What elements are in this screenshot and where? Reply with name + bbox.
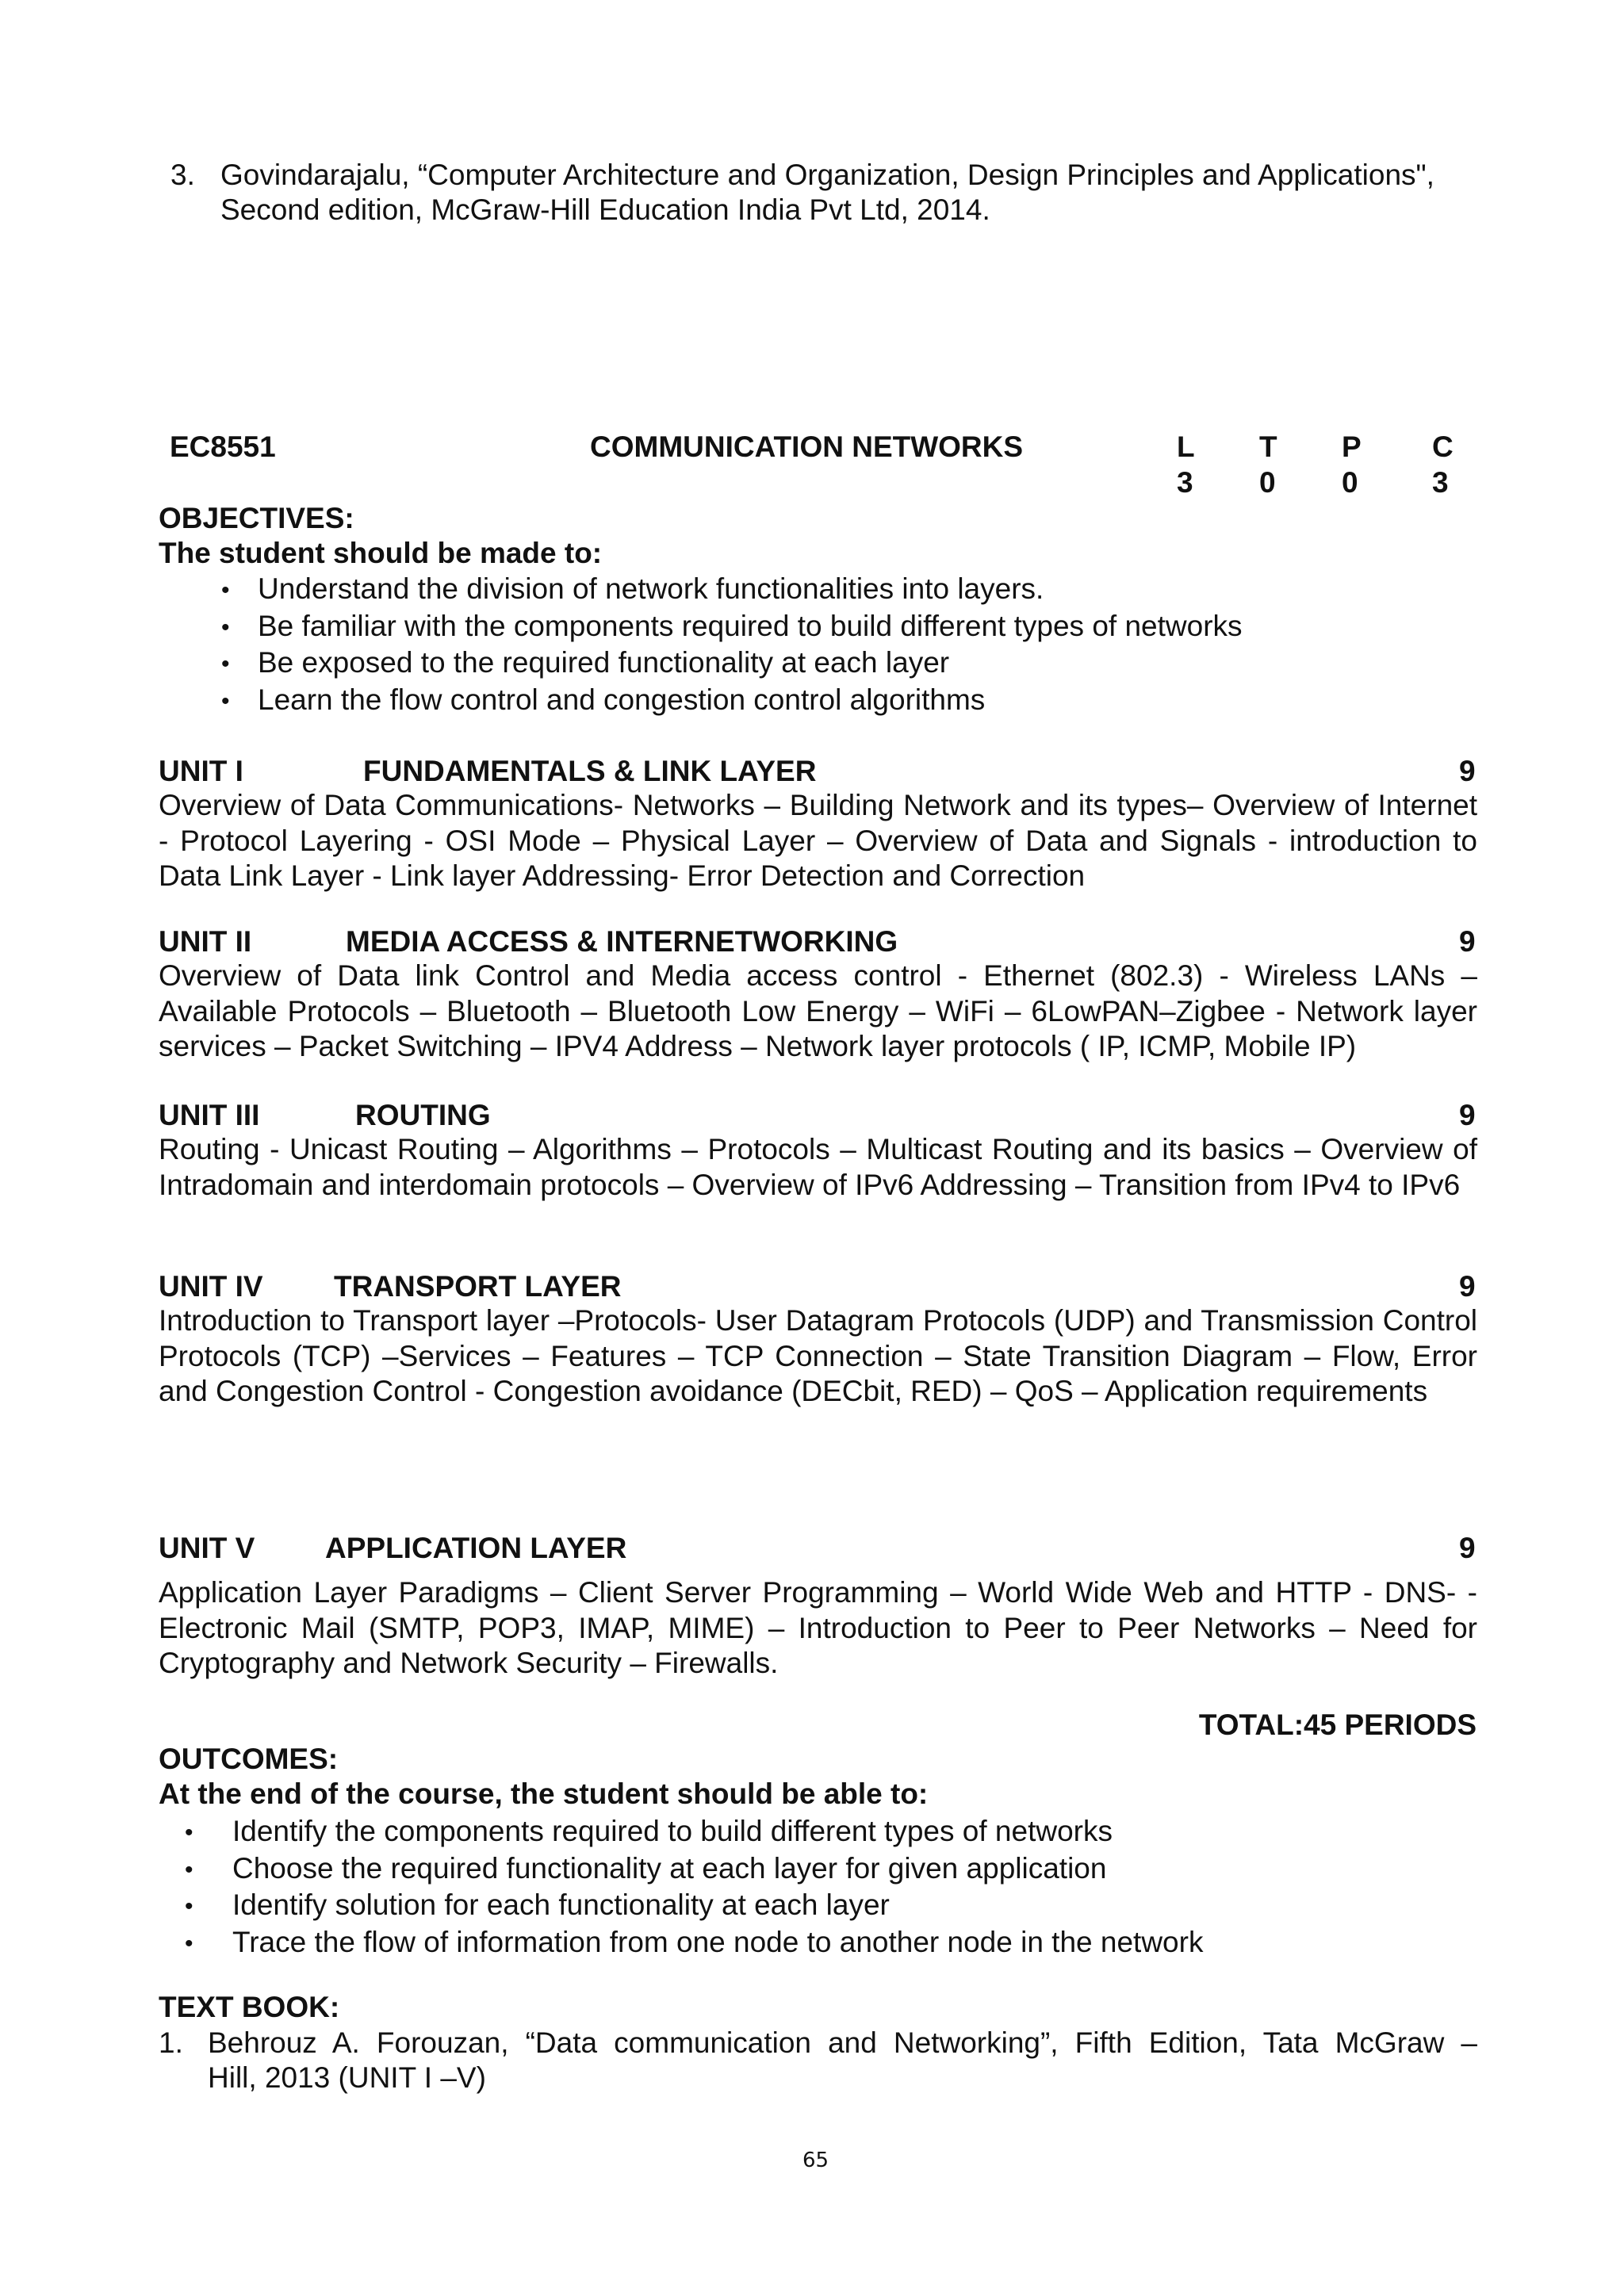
course-title: COMMUNICATION NETWORKS	[590, 430, 1024, 463]
unit-label: UNIT IV	[159, 1270, 263, 1303]
textbook-line-1: Behrouz A. Forouzan, “Data communication and Networking”, Fifth Edition, Tata McGraw –	[208, 2026, 1477, 2059]
unit-hours: 9	[1459, 1099, 1476, 1131]
unit-title: TRANSPORT LAYER	[334, 1270, 622, 1303]
textbook-heading: TEXT BOOK:	[159, 1991, 340, 2023]
unit-body: Routing - Unicast Routing – Algorithms – Protocols – Multicast Routing and its basics – Overview of Intradomain and interdomain protocols – Overview of IPv6 Addressing – Transition from IPv4 to IPv6	[159, 1133, 1477, 1201]
list-item: • Be familiar with the components required to build different types of networks	[258, 608, 1243, 645]
list-item: • Identify solution for each functionality at each layer	[232, 1887, 1203, 1924]
ltpc-value-l: 3	[1177, 466, 1193, 499]
unit-body: Overview of Data Communications- Networks – Building Network and its types– Overview of Internet - Protocol Layering - OSI Mode – Physical Layer – Overview of Data and Signals - introduction to Data Link Layer - Link layer Addressing- Error Detection and Correction	[159, 789, 1477, 892]
unit-label: UNIT II	[159, 925, 252, 958]
reference-number: 3.	[170, 159, 195, 191]
unit-title: ROUTING	[355, 1099, 491, 1131]
bullet-icon: •	[185, 1856, 193, 1883]
bullet-icon: •	[221, 577, 230, 603]
unit-hours: 9	[1459, 1270, 1476, 1303]
unit-body: Introduction to Transport layer –Protocols- User Datagram Protocols (UDP) and Transmission Control Protocols (TCP) –Services – Features – TCP Connection – State Transition Diagram – Flow, Error and Congestion Control - Congestion avoidance (DECbit, RED) – QoS – Application requirements	[159, 1304, 1477, 1407]
bullet-icon: •	[221, 651, 230, 677]
list-item: • Choose the required functionality at each layer for given application	[232, 1850, 1203, 1888]
total-periods: TOTAL:45 PERIODS	[1198, 1709, 1477, 1741]
unit-title: MEDIA ACCESS & INTERNETWORKING	[346, 925, 898, 958]
objectives-intro: The student should be made to:	[159, 537, 603, 569]
reference-line-1: Govindarajalu, “Computer Architecture and Organization, Design Principles and Applications",	[220, 159, 1434, 191]
objectives-list	[221, 571, 1243, 718]
page-number: 65	[802, 2149, 829, 2172]
unit-title: FUNDAMENTALS & LINK LAYER	[363, 755, 817, 787]
list-item: • Learn the flow control and congestion control algorithms	[258, 682, 1243, 719]
bullet-icon: •	[185, 1930, 193, 1957]
list-item: • Be exposed to the required functionality at each layer	[258, 645, 1243, 682]
ltpc-value-p: 0	[1342, 466, 1358, 499]
outcomes-heading: OUTCOMES:	[159, 1743, 339, 1775]
unit-label: UNIT I	[159, 755, 243, 787]
ltpc-header-l: L	[1177, 430, 1195, 463]
textbook-number: 1.	[159, 2026, 183, 2059]
outcomes-list	[185, 1813, 1204, 1961]
unit-hours: 9	[1459, 755, 1476, 787]
ltpc-header-c: C	[1432, 430, 1454, 463]
unit-title: APPLICATION LAYER	[325, 1532, 627, 1564]
unit-hours: 9	[1459, 1532, 1476, 1564]
list-item: • Identify the components required to build different types of networks	[232, 1813, 1203, 1850]
objectives-heading: OBJECTIVES:	[159, 502, 354, 534]
bullet-icon: •	[185, 1893, 193, 1919]
unit-hours: 9	[1459, 925, 1476, 958]
bullet-icon: •	[221, 687, 230, 714]
bullet-icon: •	[185, 1820, 193, 1846]
list-item: • Trace the flow of information from one node to another node in the network	[232, 1924, 1203, 1961]
unit-body: Application Layer Paradigms – Client Server Programming – World Wide Web and HTTP - DNS- - Electronic Mail (SMTP, POP3, IMAP, MIME) – Introduction to Peer to Peer Networks – Need for Cryptography and Network Security – Firewalls.	[159, 1576, 1477, 1679]
unit-label: UNIT III	[159, 1099, 260, 1131]
reference-line-2: Second edition, McGraw-Hill Education India Pvt Ltd, 2014.	[220, 193, 990, 226]
ltpc-header-t: T	[1259, 430, 1277, 463]
course-code: EC8551	[170, 430, 276, 463]
ltpc-value-c: 3	[1432, 466, 1449, 499]
ltpc-header-p: P	[1342, 430, 1362, 463]
unit-label: UNIT V	[159, 1532, 255, 1564]
bullet-icon: •	[221, 614, 230, 641]
unit-body: Overview of Data link Control and Media access control - Ethernet (802.3) - Wireless LANs – Available Protocols – Bluetooth – Bluetooth Low Energy – WiFi – 6LowPAN–Zigbee - Network layer services – Packet Switching – IPV4 Address – Network layer protocols ( IP, ICMP, Mobile IP)	[159, 959, 1477, 1062]
ltpc-value-t: 0	[1259, 466, 1276, 499]
outcomes-intro: At the end of the course, the student should be able to:	[159, 1777, 929, 1810]
list-item: • Understand the division of network functionalities into layers.	[258, 571, 1243, 608]
textbook-line-2: Hill, 2013 (UNIT I –V)	[208, 2061, 486, 2094]
